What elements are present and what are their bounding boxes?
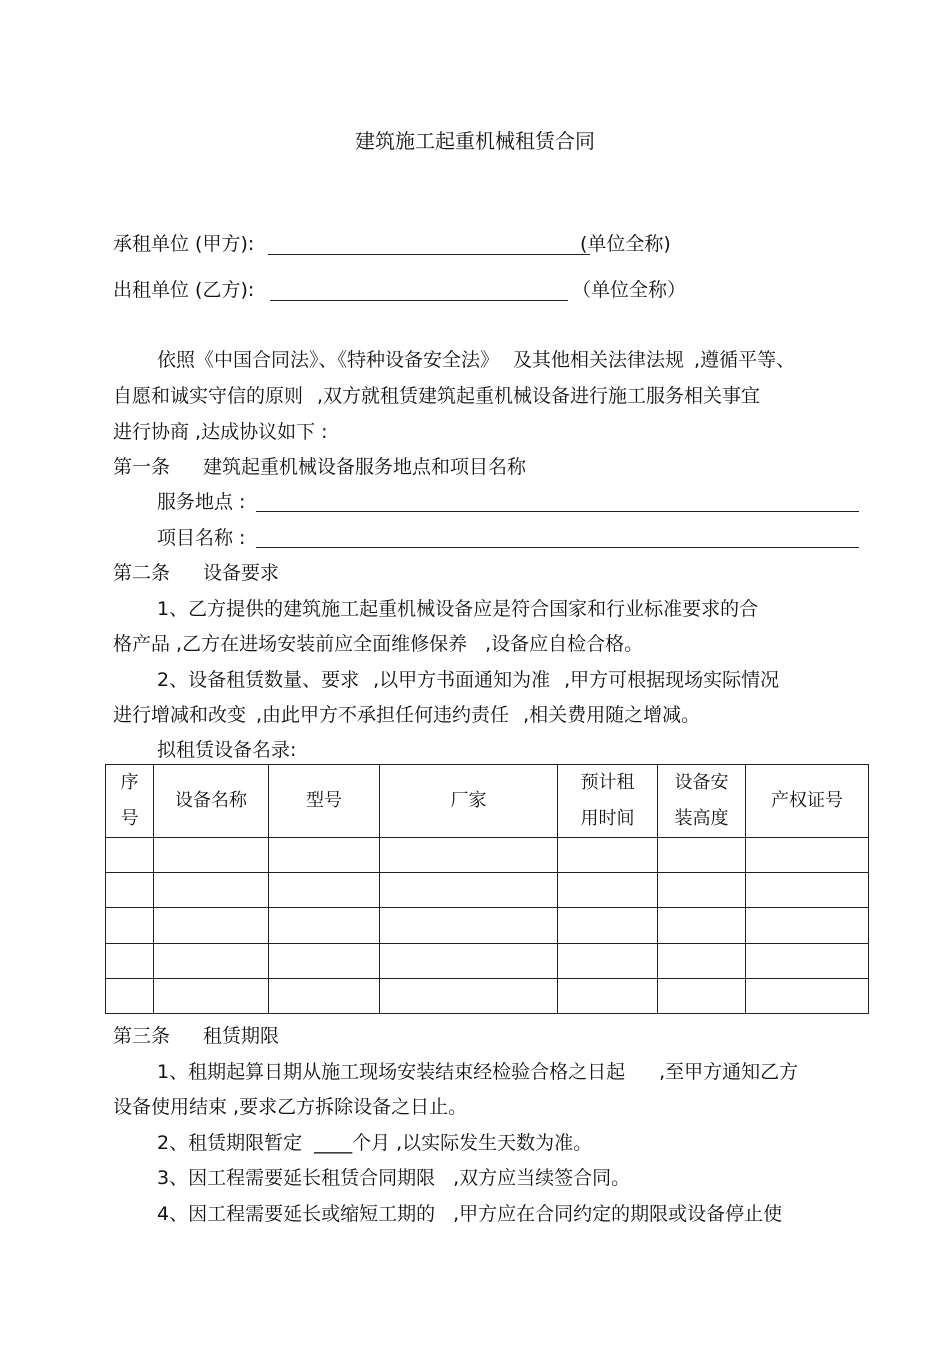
article-2-heading: 第二条 [113, 562, 171, 584]
table-cell[interactable] [746, 873, 869, 908]
paragraph-text: 2、设备租赁数量、要求 [157, 669, 360, 691]
paragraph-text: ,相关费用随之增减。 [523, 704, 701, 726]
article-2-p2-line-2 [113, 706, 700, 725]
table-cell[interactable] [269, 978, 380, 1013]
table-cell[interactable] [746, 908, 869, 943]
article-3-title: 租赁期限 [203, 1025, 280, 1047]
article-3-p1-line-1 [157, 1063, 798, 1082]
article-3-p1-line-2: 设备使用结束 ,要求乙方拆除设备之日止。 [113, 1096, 468, 1118]
paragraph-text: ,甲方应在合同约定的期限或设备停止使 [453, 1203, 783, 1225]
paragraph-text: ,甲方可根据现场实际情况 [564, 669, 780, 691]
lessee-label: 承租单位 (甲方): [113, 233, 255, 255]
intro-text: 自愿和诚实守信的原则 [113, 385, 304, 407]
intro-text: 依照《中国合同法》、《特种设备安全法》 [157, 349, 500, 371]
service-site-blank[interactable] [256, 511, 859, 512]
paragraph-text: 4、因工程需要延长或缩短工期的 [157, 1203, 436, 1225]
article-1-title: 建筑起重机械设备服务地点和项目名称 [203, 456, 527, 478]
equipment-list-label: 拟租赁设备名录: [157, 739, 297, 761]
header-rental-time: 预计租 用时间 [558, 765, 658, 838]
table-cell[interactable] [106, 943, 154, 978]
header-equipment-name: 设备名称 [154, 765, 269, 838]
paragraph-text: 1、租期起算日期从施工现场安装结束经检验合格之日起 [157, 1061, 626, 1083]
table-cell[interactable] [154, 908, 269, 943]
table-cell[interactable] [154, 978, 269, 1013]
table-cell[interactable] [658, 838, 746, 873]
paragraph-text: ,以甲方书面通知为准 [373, 669, 551, 691]
table-cell[interactable] [558, 943, 658, 978]
service-site-label: 服务地点 : [157, 491, 246, 513]
article-3-p2 [157, 1134, 592, 1153]
table-cell[interactable] [106, 873, 154, 908]
header-property-cert: 产权证号 [746, 765, 869, 838]
table-cell[interactable] [658, 943, 746, 978]
table-cell[interactable] [558, 838, 658, 873]
table-cell[interactable] [269, 838, 380, 873]
table-cell[interactable] [380, 838, 558, 873]
table-cell[interactable] [746, 978, 869, 1013]
article-1-heading: 第一条 [113, 456, 171, 478]
lessor-note: （单位全称） [572, 279, 687, 301]
article-2-p1-line-2 [113, 635, 643, 654]
table-cell[interactable] [746, 943, 869, 978]
lessor-blank[interactable] [270, 300, 568, 301]
duration-blank[interactable]: ____ [314, 1132, 353, 1154]
table-cell[interactable] [269, 908, 380, 943]
article-3-p4 [157, 1205, 782, 1224]
table-row [106, 838, 869, 873]
table-cell[interactable] [269, 873, 380, 908]
intro-text: ,遵循平等、 [694, 349, 796, 371]
table-cell[interactable] [154, 943, 269, 978]
intro-line-2 [113, 387, 760, 406]
table-cell[interactable] [746, 838, 869, 873]
contract-title: 建筑施工起重机械租赁合同 [355, 129, 595, 153]
table-cell[interactable] [106, 908, 154, 943]
paragraph-text: ,至甲方通知乙方 [659, 1061, 799, 1083]
table-row [106, 908, 869, 943]
paragraph-text: 2、租赁期限暂定 [157, 1132, 303, 1154]
table-cell[interactable] [380, 978, 558, 1013]
paragraph-text: ,设备应自检合格。 [485, 633, 644, 655]
table-cell[interactable] [154, 873, 269, 908]
paragraph-text: 3、因工程需要延长租赁合同期限 [157, 1167, 436, 1189]
lessee-note: (单位全称) [580, 233, 671, 255]
header-model: 型号 [269, 765, 380, 838]
table-cell[interactable] [558, 978, 658, 1013]
header-seq: 序 号 [106, 765, 154, 838]
table-cell[interactable] [154, 838, 269, 873]
table-cell[interactable] [106, 838, 154, 873]
project-name-label: 项目名称 : [157, 527, 246, 549]
table-cell[interactable] [269, 943, 380, 978]
table-cell[interactable] [658, 908, 746, 943]
article-2-title: 设备要求 [203, 562, 280, 584]
paragraph-text: 个月 ,以实际发生天数为准。 [352, 1132, 593, 1154]
intro-text: 及其他相关法律法规 [513, 349, 685, 371]
table-cell[interactable] [380, 943, 558, 978]
article-2-p1-line-1: 1、乙方提供的建筑施工起重机械设备应是符合国家和行业标准要求的合 [157, 598, 759, 620]
lessee-blank[interactable] [268, 254, 590, 255]
intro-line-3: 进行协商 ,达成协议如下 : [113, 421, 328, 443]
paragraph-text: ,由此甲方不承担任何违约责任 [256, 704, 510, 726]
intro-text: ,双方就租赁建筑起重机械设备进行施工服务相关事宜 [317, 385, 761, 407]
paragraph-text: 进行增减和改变 [113, 704, 247, 726]
table-cell[interactable] [106, 978, 154, 1013]
paragraph-text: 格产品 ,乙方在进场安装前应全面维修保养 [113, 633, 468, 655]
header-manufacturer: 厂家 [380, 765, 558, 838]
article-3-p3 [157, 1169, 630, 1188]
table-cell[interactable] [558, 908, 658, 943]
article-3-heading: 第三条 [113, 1025, 171, 1047]
table-cell[interactable] [558, 873, 658, 908]
paragraph-text: ,双方应当续签合同。 [453, 1167, 631, 1189]
lessor-label: 出租单位 (乙方): [113, 279, 255, 301]
equipment-table [105, 764, 869, 1014]
header-install-height: 设备安 装高度 [658, 765, 746, 838]
table-cell[interactable] [380, 908, 558, 943]
intro-line-1 [157, 351, 795, 370]
table-row [106, 873, 869, 908]
table-cell[interactable] [658, 978, 746, 1013]
table-header-row [106, 765, 869, 838]
table-cell[interactable] [658, 873, 746, 908]
article-2-p2-line-1 [157, 671, 779, 690]
project-name-blank[interactable] [256, 547, 859, 548]
table-cell[interactable] [380, 873, 558, 908]
table-row [106, 978, 869, 1013]
table-row [106, 943, 869, 978]
